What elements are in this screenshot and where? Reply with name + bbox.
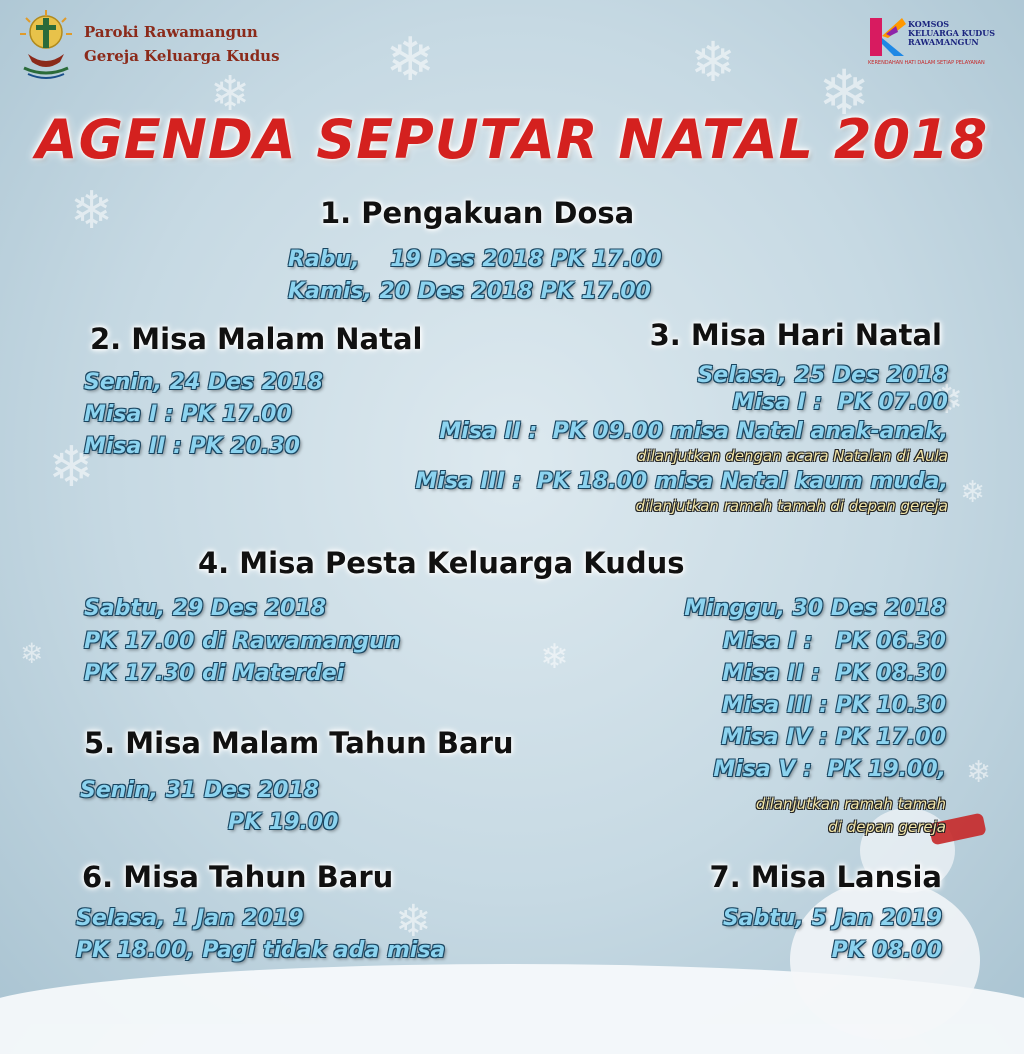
page-title: AGENDA SEPUTAR NATAL 2018	[35, 108, 989, 171]
snowflake-icon: ❄	[20, 637, 44, 670]
snowflake-icon: ❄	[960, 475, 986, 510]
parish-name	[84, 20, 280, 68]
komsos-line1: KOMSOS	[908, 19, 950, 29]
section-4-right-line: Misa I : PK 06.30	[722, 629, 946, 654]
snowflake-icon: ❄	[930, 377, 964, 423]
komsos-logo-icon	[868, 16, 906, 58]
section-4-right-line: Misa II : PK 08.30	[722, 661, 946, 686]
section-4-note: di depan gereja	[828, 818, 946, 836]
section-3-note: dilanjutkan dengan acara Natalan di Aula	[637, 447, 948, 465]
section-7-heading: 7. Misa Lansia	[709, 860, 942, 894]
komsos-line3: RAWAMANGUN	[908, 37, 979, 47]
snowflake-icon: ❄	[540, 637, 569, 677]
snowflake-icon: ❄	[818, 56, 870, 129]
section-4-heading: 4. Misa Pesta Keluarga Kudus	[198, 546, 685, 580]
section-3-line: Misa II : PK 09.00 misa Natal anak-anak,	[439, 419, 948, 444]
section-4-right-line: Misa V : PK 19.00,	[713, 757, 946, 782]
komsos-tagline: KERENDAHAN HATI DALAM SETIAP PELAYANAN	[868, 60, 985, 66]
section-6-line: PK 18.00, Pagi tidak ada misa	[76, 938, 446, 963]
section-3-line: Misa I : PK 07.00	[732, 390, 948, 415]
section-3-line: Misa III : PK 18.00 misa Natal kaum muda,	[415, 469, 948, 494]
section-6-heading: 6. Misa Tahun Baru	[82, 860, 394, 894]
parish-name-line2: Gereja Keluarga Kudus	[84, 47, 280, 65]
section-4-right-line: Misa IV : PK 17.00	[721, 725, 946, 750]
section-3-note: dilanjutkan ramah tamah di depan gereja	[635, 497, 948, 515]
section-3-heading: 3. Misa Hari Natal	[649, 318, 942, 352]
section-2-line: Senin, 24 Des 2018	[84, 370, 324, 395]
section-5-line: Senin, 31 Des 2018	[80, 778, 320, 803]
section-2-heading: 2. Misa Malam Natal	[90, 322, 423, 356]
section-4-left-line: PK 17.00 di Rawamangun	[84, 629, 401, 654]
snowflake-icon: ❄	[70, 181, 114, 241]
section-4-note: dilanjutkan ramah tamah	[755, 795, 946, 813]
snowflake-icon: ❄	[385, 25, 436, 95]
snowflake-icon: ❄	[395, 896, 432, 947]
snowflake-icon: ❄	[690, 30, 737, 94]
section-7-line: PK 08.00	[831, 938, 942, 963]
church-logo-icon	[14, 8, 78, 80]
section-1-heading: 1. Pengakuan Dosa	[320, 196, 635, 230]
section-4-left-line: PK 17.30 di Materdei	[84, 661, 345, 686]
section-1-line: Rabu, 19 Des 2018 PK 17.00	[288, 247, 662, 272]
snowflake-icon: ❄	[210, 66, 251, 122]
section-4-right-line: Misa III : PK 10.30	[721, 693, 946, 718]
section-5-line: PK 19.00	[228, 810, 339, 835]
section-2-line: Misa II : PK 20.30	[84, 434, 300, 459]
section-4-right-line: Minggu, 30 Des 2018	[684, 596, 946, 621]
section-5-heading: 5. Misa Malam Tahun Baru	[84, 726, 514, 760]
section-4-left-line: Sabtu, 29 Des 2018	[84, 596, 327, 621]
section-7-line: Sabtu, 5 Jan 2019	[722, 906, 942, 931]
section-3-line: Selasa, 25 Des 2018	[697, 363, 948, 388]
komsos-line2: KELUARGA KUDUS	[908, 28, 995, 38]
section-2-line: Misa I : PK 17.00	[84, 402, 292, 427]
parish-name-line1: Paroki Rawamangun	[84, 23, 258, 41]
section-6-line: Selasa, 1 Jan 2019	[76, 906, 304, 931]
snowflake-icon: ❄	[48, 435, 95, 500]
snowflake-icon: ❄	[966, 755, 992, 790]
section-1-line: Kamis, 20 Des 2018 PK 17.00	[288, 279, 651, 304]
